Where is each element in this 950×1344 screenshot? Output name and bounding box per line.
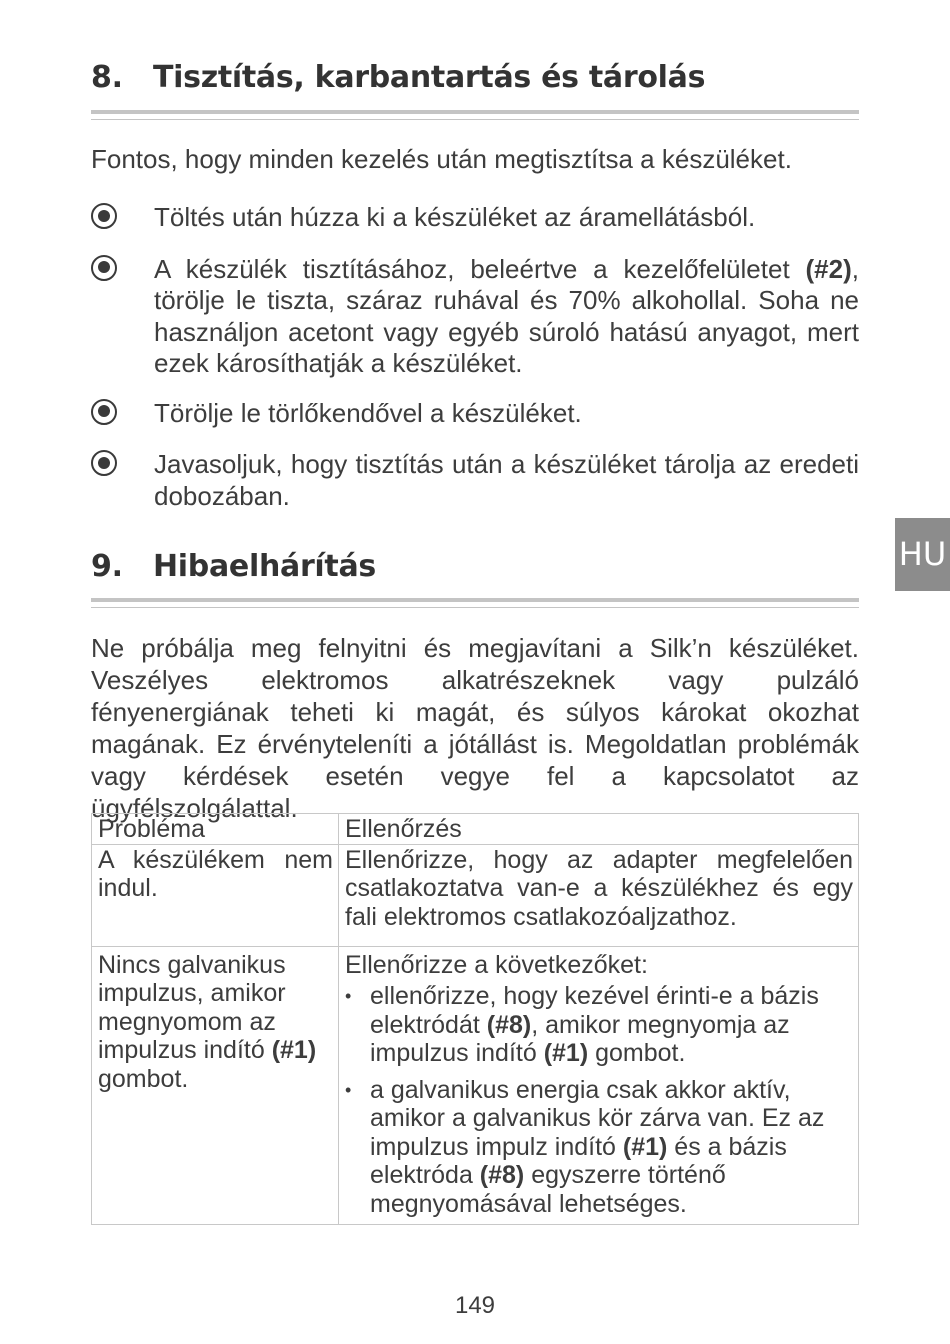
table-cell-problem: A készülékem nem indul.: [92, 844, 339, 946]
bullet-dot-icon: •: [345, 986, 352, 1006]
table-row: [92, 946, 859, 1225]
section-8-intro: Fontos, hogy minden kezelés után megtisztítsa a készüléket.: [91, 144, 792, 174]
table-cell-check: Ellenőrizze, hogy az adapter megfelelően csatlakoztatva van-e a készülékhez és egy fali elektromos csatlakozóaljzathoz.: [339, 844, 859, 946]
radio-bullet-icon: [91, 203, 117, 229]
list-item: Töltés után húzza ki a készüléket az áramellátásból.: [91, 202, 859, 234]
radio-bullet-icon: [91, 255, 117, 281]
table-header-row: [92, 814, 859, 845]
language-tab: HU: [895, 518, 950, 591]
table-row: [92, 844, 859, 946]
table-cell-check: [339, 946, 859, 1225]
list-item: • ellenőrizze, hogy kezével érinti-e a bázis elektródát (#8), amikor megnyomja az impulzus indító (#1) gombot.: [345, 982, 819, 1067]
list-item: Törölje le törlőkendővel a készüléket.: [91, 398, 859, 430]
check-bullets: [345, 982, 853, 1218]
table-cell-problem: Nincs galvanikus impulzus, amikor megnyomom az impulzus indító (#1) gombot.: [92, 946, 339, 1225]
page-number: 149: [454, 1292, 496, 1319]
table-header-problem: Probléma: [92, 814, 339, 845]
list-item: A készülék tisztításához, beleértve a kezelőfelületet (#2), törölje le tiszta, száraz ruhával és 70% alkohollal. Soha ne használjon acetont vagy egyéb súroló hatású anyagot, mert ezek károsíthatják a készüléket.: [91, 254, 859, 380]
troubleshooting-table: [91, 813, 859, 1225]
radio-bullet-icon: [91, 450, 117, 476]
section-9-number: 9.: [91, 549, 123, 584]
section-8-title: Tisztítás, karbantartás és tárolás: [153, 60, 706, 95]
section-8-bullets: [91, 202, 859, 512]
section-9-intro: Ne próbálja meg felnyitni és megjavítani a Silk’n készüléket. Veszélyes elektromos alkatrészeknek vagy pulzáló fényenergiának teheti ki magát, és súlyos károkat okozhat magának. Ez érvényteleníti a jótállást is. Megoldatlan problémák vagy kérdések esetén vegye fel a kapcsolatot az ügyfélszolgálattal.: [91, 633, 859, 823]
table-header-check: Ellenőrzés: [339, 814, 859, 845]
section-9-heading: [91, 549, 376, 584]
section-8-number: 8.: [91, 60, 123, 95]
section-9-rule: [91, 598, 859, 608]
section-9-title: Hibaelhárítás: [153, 549, 376, 584]
section-8-heading: [91, 60, 705, 95]
list-item: Javasoljuk, hogy tisztítás után a készüléket tárolja az eredeti dobozában.: [91, 449, 859, 512]
section-8-rule: [91, 110, 859, 120]
check-intro: Ellenőrizze a következőket:: [345, 950, 648, 979]
bullet-dot-icon: •: [345, 1079, 352, 1100]
list-item: • a galvanikus energia csak akkor aktív, amikor a galvanikus kör zárva van. Ez az impulzus impulz indító (#1) és a bázis elektróda (#8) egyszerre történő megnyomásával lehetséges.: [345, 1075, 825, 1218]
radio-bullet-icon: [91, 399, 117, 425]
